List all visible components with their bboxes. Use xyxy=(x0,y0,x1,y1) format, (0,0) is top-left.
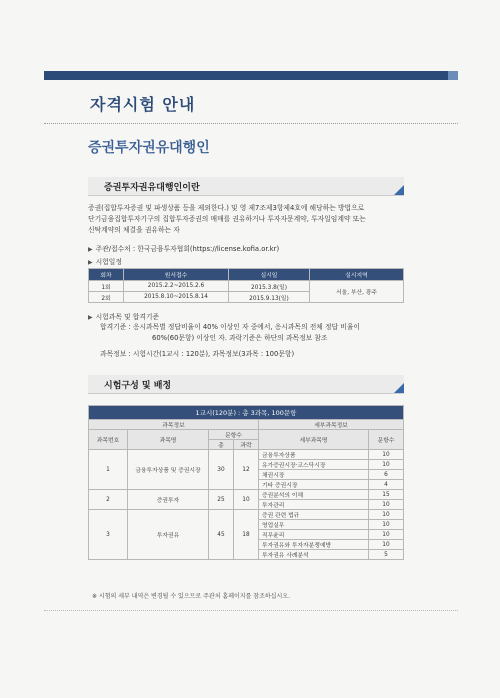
table-row: 유가증권시장·코스닥시장 10 xyxy=(89,460,404,470)
schedule-label: ▶ 시험일정 xyxy=(88,258,122,266)
footnote: ※ 시험의 세부 내역은 변경될 수 있으므로 주관처 홈페이지를 참조하십시오. xyxy=(92,593,290,600)
table-row: 투자권유 사례분석 5 xyxy=(89,550,404,560)
table-row: 영업실무 10 xyxy=(89,520,404,530)
bullet-triangle-icon: ▶ xyxy=(88,259,93,266)
table-row: 3 투자권유 45 18 증권 관련 법규 10 xyxy=(89,510,404,520)
page-subtitle: 증권투자권유대행인 xyxy=(88,140,210,156)
table-row: 2회 2015.8.10~2015.8.14 2015.9.13(일) xyxy=(89,292,404,303)
title-divider xyxy=(44,123,458,124)
schedule-table: 회차 원서접수 실시일 실시지역 1회 2015.2.2~2015.2.6 2015.3.8(일) 서울, 부산, 광주 2회 2015.8.10~2015.8.14 2015.9.13(일) xyxy=(88,268,404,303)
bullet-triangle-icon: ▶ xyxy=(88,246,93,253)
section-heading-label: 시험구성 및 배정 xyxy=(104,381,172,391)
corner-triangle-icon xyxy=(394,383,404,393)
section-heading-definition xyxy=(88,177,404,196)
table-row: 채권시장 6 xyxy=(89,470,404,480)
bullet-triangle-icon: ▶ xyxy=(88,314,93,321)
pass-criteria: 합격기준 : 응시과목별 정답비율이 40% 이상인 자 중에서, 응시과목의 전체 정답 비율이 60%(60문항) 이상인 자. 과락기준은 하단의 과목정보 참조 xyxy=(100,323,360,342)
subject-info: 과목정보 : 시험시간(1교시 : 120분), 과목정보(3과목 : 100문항) xyxy=(100,350,295,358)
section-heading-label: 증권투자권유대행인이란 xyxy=(104,183,200,193)
header-bar-accent xyxy=(448,71,458,80)
section-heading-composition xyxy=(88,375,404,394)
header-bar xyxy=(44,71,458,80)
definition-text: 증권(집합투자증권 및 파생상품 등을 제외한다.) 및 영 제7조제3항제4호에 해당하는 방법으로 단기금융집합투자기구의 집합투자증권의 매매를 권유하거나 투자자문계약, 투자일임계약 또는 신탁계약의 체결을 권유하는 자 xyxy=(88,204,366,234)
table-row: 직무윤리 10 xyxy=(89,530,404,540)
table-row: 1회 2015.2.2~2015.2.6 2015.3.8(일) 서울, 부산, 광주 xyxy=(89,281,404,292)
table-row: 기타 증권시장 4 xyxy=(89,480,404,490)
criteria-label: ▶ 시험과목 및 합격기준 xyxy=(88,313,160,321)
host-info: ▶ 주관/접수처 : 한국금융투자협회(https://license.kofia.or.kr) xyxy=(88,245,280,253)
table-row: 1 금융투자상품 및 증권시장 30 12 금융투자상품 10 xyxy=(89,450,404,460)
table-row: 투자관리 10 xyxy=(89,500,404,510)
bottom-divider xyxy=(44,610,458,611)
corner-triangle-icon xyxy=(394,185,404,195)
table-row: 투자권유와 투자자분쟁예방 10 xyxy=(89,540,404,550)
page-title: 자격시험 안내 xyxy=(90,95,196,114)
region-cell: 서울, 부산, 광주 xyxy=(310,281,404,303)
distribution-table: 1교시(120분) : 총 3과목, 100문항 과목정보 세부과목정보 과목번호 과목명 문항수 세부과목명 문항수 총 과락 1 금융투자상품 및 증권시장 30 12 금융투자상품 10 유가증권시장·코스닥시장 10 채권시장 6 기타 증권시장 4 2 증권투자 25 10 증권분석의 이해 15 투자관리 10 3 투자권유 45 18 증권 관련 법규 10 영업실무 10 직무윤리 10 투자권유와 투자자분쟁예방 10 투자권유 사례분석 5 xyxy=(88,405,404,560)
table-row: 2 증권투자 25 10 증권분석의 이해 15 xyxy=(89,490,404,500)
